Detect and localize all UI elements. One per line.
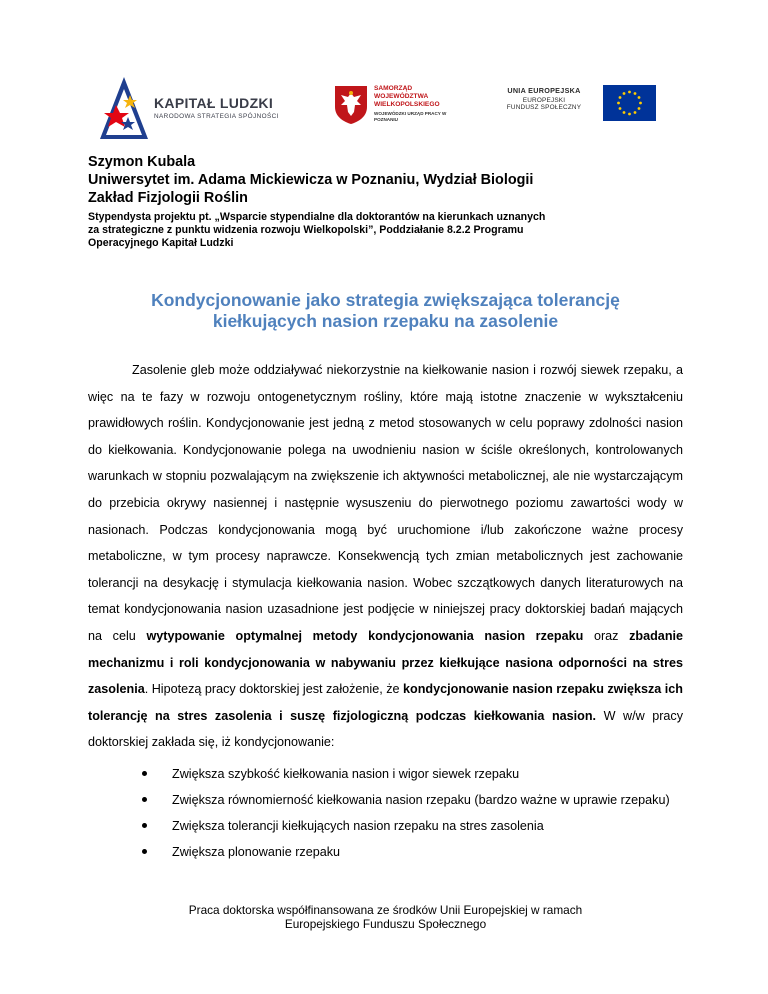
- scholarship-line-2: za strategiczne z punktu widzenia rozwoju Wielkopolski”, Poddziałanie 8.2.2 Programu: [88, 224, 524, 236]
- scholarship-note: [88, 211, 688, 250]
- list-item-text: Zwiększa szybkość kiełkowania nasion i wigor siewek rzepaku: [172, 767, 520, 781]
- eu-title: UNIA EUROPEJSKA: [507, 86, 581, 95]
- paragraph-bold-2: zbadanie mechanizmu i roli kondycjonowania w nabywaniu przez kiełkujące nasiona odporności na stres zasolenia: [88, 628, 684, 697]
- list-item: [138, 787, 683, 813]
- eu-logo: [490, 85, 690, 145]
- bullet-icon: [142, 849, 147, 854]
- page-footer: [88, 903, 683, 931]
- paragraph-bold-1: wytypowanie optymalnej metody kondycjonowania nasion rzepaku: [146, 628, 584, 643]
- kapital-ludzki-title: KAPITAŁ LUDZKI: [154, 95, 274, 111]
- paragraph-text-1: Zasolenie gleb może oddziaływać niekorzystnie na kiełkowanie nasion i rozwój siewek rzepaku, a więc na te fazy w rozwoju ontogenetycznym rośliny, które mają istotne znaczenie w wykształceniu prawidłowych roślin. Kondycjonowanie jest jedną z metod stosowanych w celu poprawy zdolności nasion do kiełkowania. Kondycjonowanie polega na uwodnieniu nasion w ściśle określonych, kontrolowanych warunkach w stopniu pozwalającym na zwiększenie ich aktywności metabolicznej, ale nie wystarczającym do przebicia okrywy nasiennej i następnie wysuszeniu do pierwotnego poziomu zawartości wody w nasionach. Podczas kondycjonowania mogą być uruchomione i/lub zakończone ważne procesy metaboliczne, w tym procesy naprawcze. Konsekwencją tych zmian metabolicznych jest zachowanie tolerancji na desykację i stymulacja kiełkowania nasion. Wobec szczątkowych danych literaturowych na temat kondycjonowania nasion uzasadnione jest podjęcie w niniejszej pracy doktorskiej badań mających na celu: [88, 363, 683, 643]
- eagle-shield-icon: [334, 85, 368, 125]
- author-block: [88, 153, 688, 250]
- footer-line-2: Europejskiego Funduszu Społecznego: [284, 917, 487, 931]
- title-line-2: kiełkujących nasion rzepaku na zasolenie: [212, 311, 559, 331]
- eu-subtitle-2: FUNDUSZ SPOŁECZNY: [506, 104, 582, 111]
- bullet-icon: [142, 771, 147, 776]
- author-affiliation-2: Zakład Fizjologii Roślin: [88, 190, 248, 206]
- list-item: [138, 813, 683, 839]
- scholarship-line-3: Operacyjnego Kapitał Ludzki: [88, 237, 234, 249]
- list-item: [138, 839, 683, 865]
- title-line-1: Kondycjonowanie jako strategia zwiększająca tolerancję: [151, 290, 620, 310]
- kapital-ludzki-subtitle: NARODOWA STRATEGIA SPÓJNOŚCI: [154, 113, 279, 120]
- kapital-ludzki-logo: [98, 75, 298, 145]
- list-item-text: Zwiększa równomierność kiełkowania nasion rzepaku (bardzo ważne w uprawie rzepaku): [172, 793, 670, 807]
- kapital-ludzki-emblem-icon: [98, 75, 150, 141]
- eu-text: [490, 86, 598, 111]
- scholarship-line-1: Stypendysta projektu pt. „Wsparcie stypendialne dla doktorantów na kierunkach uznanych: [88, 211, 546, 223]
- paragraph-text-2: oraz: [583, 628, 630, 643]
- wielkopolska-subtitle: WOJEWÓDZKI URZĄD PRACY W POZNANIU: [374, 111, 447, 122]
- paragraph-text-3: . Hipotezą pracy doktorskiej jest założenie, że: [144, 682, 404, 697]
- list-item-text: Zwiększa tolerancji kiełkujących nasion rzepaku na stres zasolenia: [172, 819, 544, 833]
- author-affiliation-1: Uniwersytet im. Adama Mickiewicza w Poznaniu, Wydział Biologii: [88, 172, 534, 188]
- paragraph-text-4: W w/w pracy doktorskiej zakłada się, iż kondycjonowanie:: [88, 708, 684, 750]
- paragraph-bold-3: kondycjonowanie nasion rzepaku zwiększa ich tolerancję na stres zasolenia i suszę fizjologiczną podczas kiełkowania nasion.: [88, 682, 683, 723]
- eu-subtitle-1: EUROPEJSKI: [522, 97, 566, 104]
- author-name: Szymon Kubala: [88, 154, 196, 170]
- hypothesis-list: [138, 761, 683, 865]
- bullet-icon: [142, 823, 147, 828]
- body-paragraph: [88, 357, 683, 756]
- list-item: [138, 761, 683, 787]
- document-title: [88, 290, 683, 332]
- bullet-icon: [142, 797, 147, 802]
- footer-line-1: Praca doktorska współfinansowana ze środków Unii Europejskiej w ramach: [188, 903, 583, 917]
- wielkopolska-logo: [334, 85, 464, 137]
- eu-flag-icon: [603, 85, 656, 121]
- logo-bar: [0, 75, 768, 150]
- list-item-text: Zwiększa plonowanie rzepaku: [172, 845, 341, 859]
- wielkopolska-title: SAMORZĄD WOJEWÓDZTWA WIELKOPOLSKIEGO: [374, 85, 440, 108]
